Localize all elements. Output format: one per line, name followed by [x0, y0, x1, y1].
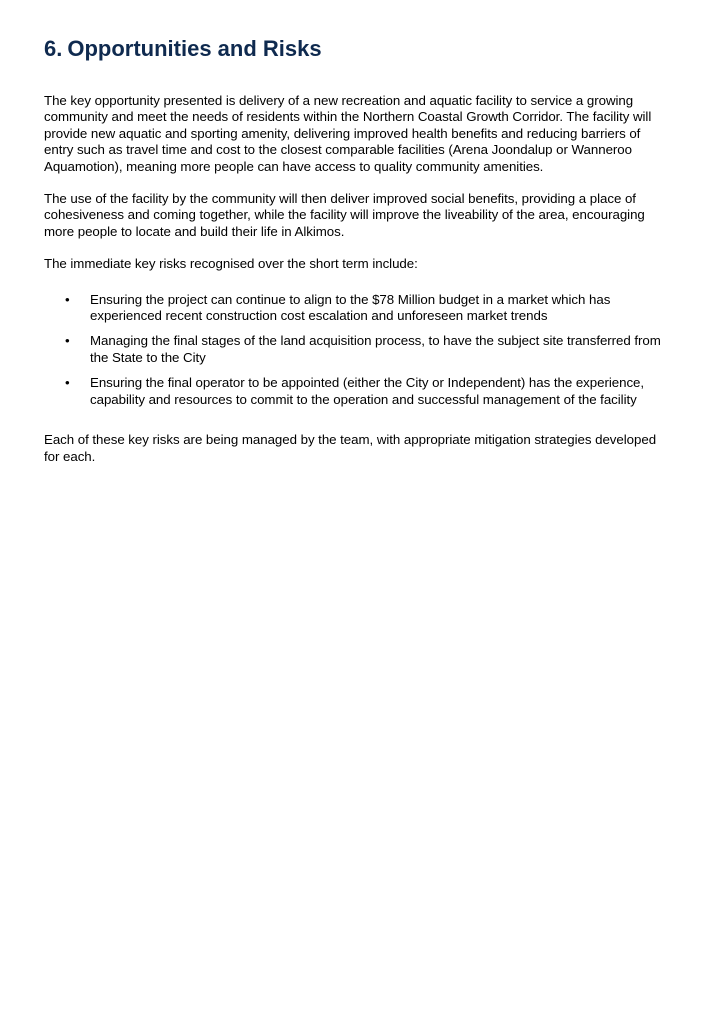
risk-item-text: Ensuring the project can continue to align to the $78 Million budget in a market which has experienced recent construction cost escalation and unforeseen market trends: [90, 291, 611, 324]
bullet-icon: •: [65, 375, 70, 391]
bullet-icon: •: [65, 333, 70, 349]
risk-item-land-acquisition: [44, 333, 664, 366]
risk-list: [44, 292, 664, 408]
risk-item-text: Ensuring the final operator to be appointed (either the City or Independent) has the experience, capability and resources to commit to the operation and successful management of the facility: [90, 375, 645, 407]
bullet-icon: •: [65, 291, 70, 307]
section-heading: [44, 34, 664, 64]
risks-intro-paragraph: The immediate key risks recognised over the short term include:: [44, 256, 418, 272]
closing-paragraph: Each of these key risks are being managed by the team, with appropriate mitigation strategies developed for each.: [44, 432, 657, 464]
opportunity-paragraph: The key opportunity presented is delivery of a new recreation and aquatic facility to service a growing community and meet the needs of residents within the Northern Coastal Growth Corridor. The facility will provide new aquatic and sporting amenity, delivering improved health benefits and reducing barriers of entry such as travel time and cost to the closest comparable facilities (Arena Joondalup or Wanneroo Aquamotion), meaning more people can have access to quality community amenities.: [44, 93, 652, 174]
risk-item-text: Managing the final stages of the land acquisition process, to have the subject site transferred from the State to the City: [90, 333, 661, 365]
social-benefits-paragraph: The use of the facility by the community will then deliver improved social benefits, providing a place of cohesiveness and coming together, while the facility will improve the liveability of the area, encouraging more people to locate and build their life in Alkimos.: [44, 191, 645, 239]
document-page: [44, 34, 664, 481]
section-title: Opportunities and Risks: [67, 36, 322, 61]
risk-item-budget: [44, 292, 664, 325]
section-number: 6.: [44, 36, 63, 61]
risk-item-operator: [44, 375, 664, 408]
